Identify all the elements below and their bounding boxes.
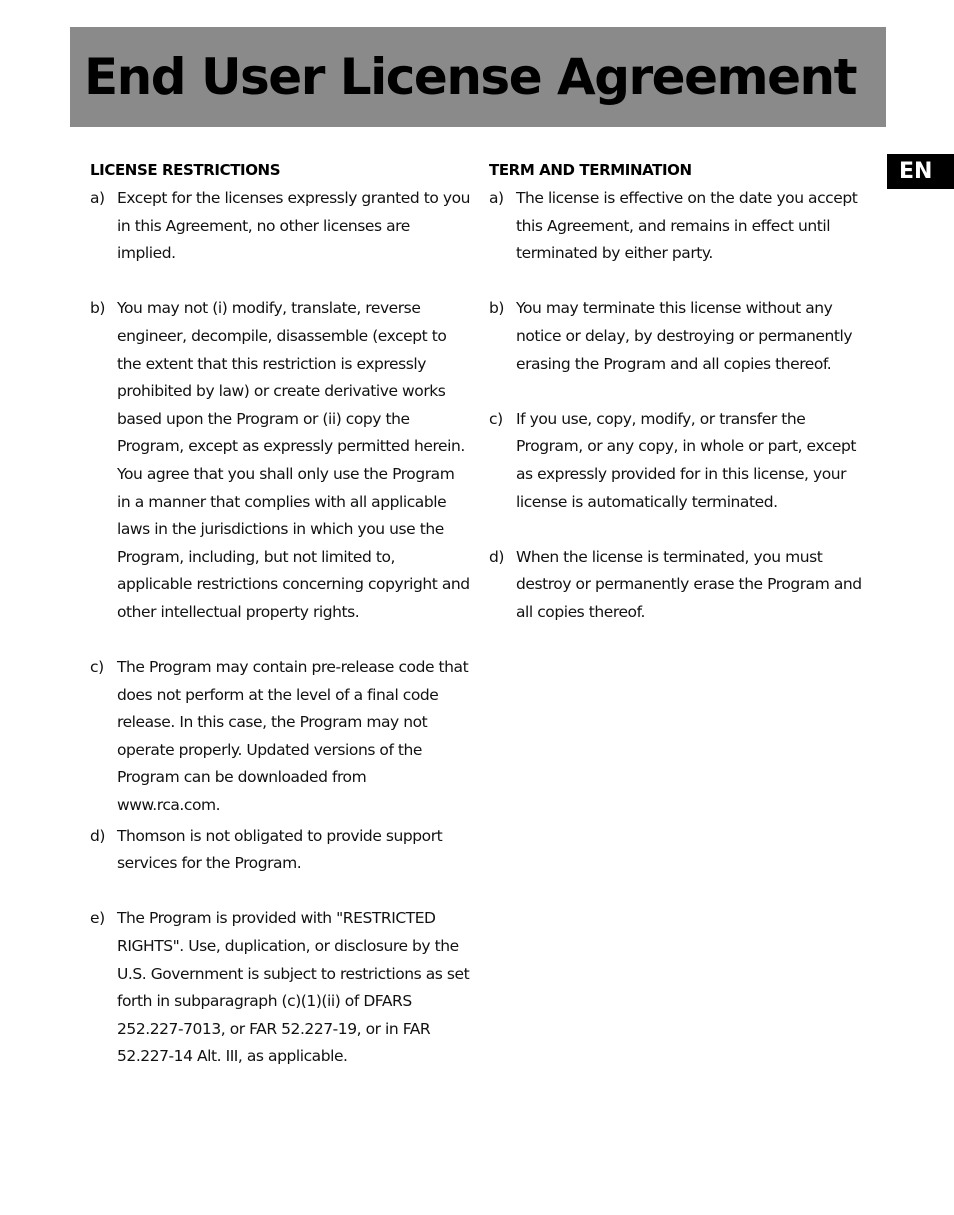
clause-item bbox=[489, 406, 874, 516]
title-banner bbox=[70, 27, 886, 127]
clause-marker: a) bbox=[90, 189, 105, 207]
clause-marker: a) bbox=[489, 189, 504, 207]
clause-text: If you use, copy, modify, or transfer the Program, or any copy, in whole or part, except as expressly provided for in this license, your license is automatically terminated. bbox=[516, 409, 857, 511]
clause-text: The Program is provided with "RESTRICTED RIGHTS". Use, duplication, or disclosure by the U.S. Government is subject to restrictions as set forth in subparagraph (c)(1)(ii) of DFARS 252.227-7013, or FAR 52.227-19, or in FAR 52.227-14 Alt. III, as applicable. bbox=[117, 909, 470, 1066]
clause-text: Thomson is not obligated to provide support services for the Program. bbox=[117, 826, 443, 873]
language-tab: EN bbox=[887, 154, 954, 189]
clause-marker: c) bbox=[90, 658, 104, 677]
page-title: End User License Agreement bbox=[84, 48, 856, 106]
clause-text: The Program may contain pre-release code that does not perform at the level of a final code release. In this case, the Program may not operate properly. Updated versions of the Program can be downloaded from www.rca.com. bbox=[117, 658, 469, 815]
clause-text: When the license is terminated, you must destroy or permanently erase the Program and all copies thereof. bbox=[516, 547, 862, 621]
section-heading: TERM AND TERMINATION bbox=[489, 161, 692, 179]
clause-text: You may terminate this license without any notice or delay, by destroying or permanently erasing the Program and all copies thereof. bbox=[516, 299, 853, 373]
clause-item bbox=[90, 905, 472, 1071]
clause-list bbox=[489, 185, 874, 627]
clause-marker: d) bbox=[90, 826, 105, 845]
clause-item bbox=[489, 544, 874, 627]
clause-marker: d) bbox=[489, 547, 504, 566]
clause-text: The license is effective on the date you accept this Agreement, and remains in effect until terminated by either party. bbox=[516, 189, 858, 263]
license-restrictions-section bbox=[90, 158, 472, 1071]
section-heading: LICENSE RESTRICTIONS bbox=[90, 161, 281, 179]
clause-marker: b) bbox=[90, 299, 105, 318]
term-and-termination-section bbox=[489, 158, 874, 627]
clause-text: You may not (i) modify, translate, reverse engineer, decompile, disassemble (except to the extent that this restriction is expressly prohibited by law) or create derivative works based upon the Program or (ii) copy the Program, except as expressly permitted herein. You agree that you shall only use the Program in a manner that complies with all applicable laws in the jurisdictions in which you use the Program, including, but not limited to, applicable restrictions concerning copyright and other intellectual property rights. bbox=[117, 299, 470, 621]
clause-item bbox=[90, 654, 472, 820]
clause-item bbox=[90, 823, 472, 878]
clause-marker: b) bbox=[489, 299, 504, 318]
clause-item bbox=[489, 295, 874, 378]
clause-text: Except for the licenses expressly granted to you in this Agreement, no other licenses are implied. bbox=[117, 189, 470, 263]
clause-marker: e) bbox=[90, 909, 105, 928]
clause-marker: c) bbox=[489, 409, 503, 428]
clause-list bbox=[90, 185, 472, 1071]
clause-item bbox=[489, 185, 874, 268]
clause-item bbox=[90, 185, 472, 268]
clause-item bbox=[90, 295, 472, 626]
